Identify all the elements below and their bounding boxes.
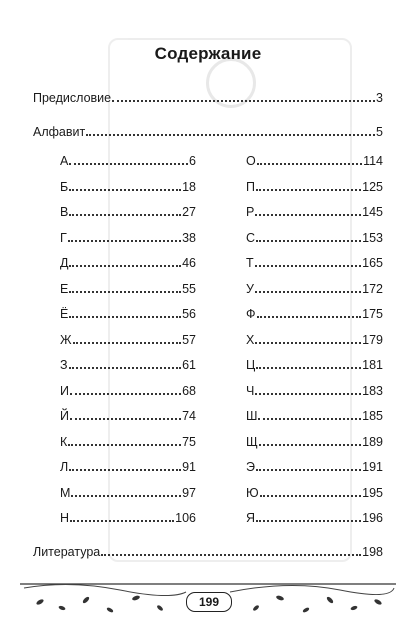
leader-dots: [69, 214, 181, 216]
leader-dots: [68, 240, 181, 242]
toc-letter-entry[interactable]: [246, 358, 383, 372]
leader-dots: [256, 520, 361, 522]
toc-letter-entry[interactable]: [246, 333, 383, 347]
letter: Р: [246, 205, 255, 219]
page-ref: 61: [182, 358, 196, 372]
leader-dots: [256, 367, 361, 369]
toc-letter-entry[interactable]: [246, 256, 383, 270]
letter: Ж: [60, 333, 72, 347]
toc-letter-entry[interactable]: [246, 460, 383, 474]
leader-dots: [70, 418, 181, 420]
letter: М: [60, 486, 71, 500]
page-number: 199: [186, 592, 232, 612]
page-ref: 196: [362, 511, 383, 525]
leader-dots: [69, 163, 188, 165]
page-ref: 38: [182, 231, 196, 245]
letter: К: [60, 435, 68, 449]
letter: Щ: [246, 435, 258, 449]
leader-dots: [69, 469, 181, 471]
leader-dots: [259, 444, 361, 446]
leader-dots: [68, 444, 181, 446]
toc-letter-entry[interactable]: [246, 205, 383, 219]
letter: Ю: [246, 486, 259, 500]
letter: Л: [60, 460, 69, 474]
toc-letter-entry[interactable]: [60, 231, 196, 245]
leader-dots: [255, 265, 362, 267]
toc-letter-entry[interactable]: [246, 231, 383, 245]
leader-dots: [255, 393, 361, 395]
page-ref: 191: [362, 460, 383, 474]
page-ref: 91: [182, 460, 196, 474]
page-ref: 56: [182, 307, 196, 321]
toc-entry-preface[interactable]: [33, 91, 383, 105]
page-ref: 189: [362, 435, 383, 449]
toc-letter-entry[interactable]: [60, 409, 196, 423]
letter: Н: [60, 511, 70, 525]
toc-letter-entry[interactable]: [60, 460, 196, 474]
letter: Й: [60, 409, 69, 423]
page-ref: 106: [175, 511, 196, 525]
toc-letter-entry[interactable]: [60, 486, 196, 500]
letter: П: [246, 180, 255, 194]
toc-letter-entry[interactable]: [60, 358, 196, 372]
toc-entry-page: 5: [376, 125, 383, 139]
toc-letter-entry[interactable]: [60, 333, 196, 347]
toc-entry-page: 3: [376, 91, 383, 105]
leader-dots: [257, 163, 362, 165]
page-ref: 195: [362, 486, 383, 500]
page-ref: 175: [362, 307, 383, 321]
toc-letter-entry[interactable]: [246, 154, 383, 168]
toc-letter-entry[interactable]: [246, 435, 383, 449]
page-ref: 125: [362, 180, 383, 194]
page-ref: 172: [362, 282, 383, 296]
toc-letter-entry[interactable]: [60, 180, 196, 194]
page-ref: 114: [363, 154, 383, 168]
toc-letter-entry[interactable]: [60, 384, 196, 398]
letter: Э: [246, 460, 255, 474]
toc-letter-entry[interactable]: [246, 384, 383, 398]
toc-entry-label: Предисловие: [33, 91, 112, 105]
toc-letter-entry[interactable]: [246, 409, 383, 423]
page-ref: 27: [182, 205, 196, 219]
leader-dots: [71, 495, 181, 497]
letter: Д: [60, 256, 69, 270]
toc-letter-entry[interactable]: [246, 282, 383, 296]
page-ref: 68: [182, 384, 196, 398]
leader-dots: [256, 240, 361, 242]
letter: Ё: [60, 307, 69, 321]
page-ref: 183: [362, 384, 383, 398]
letter: А: [60, 154, 69, 168]
toc-letter-entry[interactable]: [60, 205, 196, 219]
page-ref: 153: [362, 231, 383, 245]
page-ref: 74: [182, 409, 196, 423]
letter: С: [246, 231, 256, 245]
letter: Ш: [246, 409, 258, 423]
leader-dots: [255, 291, 361, 293]
leader-dots: [69, 189, 181, 191]
letter: И: [60, 384, 69, 398]
toc-letter-entry[interactable]: [60, 154, 196, 168]
toc-letter-entry[interactable]: [60, 282, 196, 296]
letter: О: [246, 154, 256, 168]
letter: Я: [246, 511, 256, 525]
toc-letter-entry[interactable]: [60, 435, 196, 449]
leader-dots: [256, 469, 361, 471]
leader-dots: [256, 189, 361, 191]
toc-entry-literature[interactable]: [33, 545, 383, 559]
leader-dots: [260, 495, 362, 497]
leader-dots: [258, 418, 361, 420]
page-title: Содержание: [154, 44, 262, 63]
toc-letter-entry[interactable]: [246, 486, 383, 500]
leader-dots: [70, 520, 174, 522]
letter: З: [60, 358, 68, 372]
page-ref: 165: [362, 256, 383, 270]
page-ref: 55: [182, 282, 196, 296]
letter: Ч: [246, 384, 255, 398]
letter: Г: [60, 231, 67, 245]
toc-entry-label: Алфавит: [33, 125, 86, 139]
page-ref: 185: [362, 409, 383, 423]
page-ref: 46: [182, 256, 196, 270]
page-ref: 145: [362, 205, 383, 219]
page-ref: 57: [182, 333, 196, 347]
toc-entry-page: 198: [362, 545, 383, 559]
leader-dots: [255, 342, 361, 344]
letter: Х: [246, 333, 255, 347]
letter: Е: [60, 282, 69, 296]
toc-letter-entry[interactable]: [60, 307, 196, 321]
toc-letter-entry[interactable]: [246, 307, 383, 321]
leader-dots: [86, 134, 375, 136]
toc-letter-entry[interactable]: [246, 180, 383, 194]
leader-dots: [112, 100, 375, 102]
leader-dots: [70, 393, 181, 395]
page-ref: 97: [182, 486, 196, 500]
toc-letter-entry[interactable]: [60, 256, 196, 270]
leader-dots: [69, 291, 181, 293]
letter: Т: [246, 256, 254, 270]
toc-letter-entry[interactable]: [246, 511, 383, 525]
letter: У: [246, 282, 254, 296]
leader-dots: [257, 316, 362, 318]
letter: Б: [60, 180, 69, 194]
page-ref: 6: [189, 154, 196, 168]
leader-dots: [73, 342, 182, 344]
letter: Ц: [246, 358, 256, 372]
page-ref: 181: [362, 358, 383, 372]
leader-dots: [255, 214, 361, 216]
watermark-ad: [108, 38, 352, 562]
toc-entry-label: Литература: [33, 545, 101, 559]
letter: Ф: [246, 307, 256, 321]
letter: В: [60, 205, 69, 219]
toc-letter-entry[interactable]: [60, 511, 196, 525]
leader-dots: [69, 265, 181, 267]
leader-dots: [69, 316, 181, 318]
page-ref: 18: [182, 180, 196, 194]
page-ref: 75: [182, 435, 196, 449]
toc-entry-alphabet[interactable]: [33, 125, 383, 139]
page-ref: 179: [362, 333, 383, 347]
leader-dots: [69, 367, 182, 369]
leader-dots: [101, 554, 361, 556]
